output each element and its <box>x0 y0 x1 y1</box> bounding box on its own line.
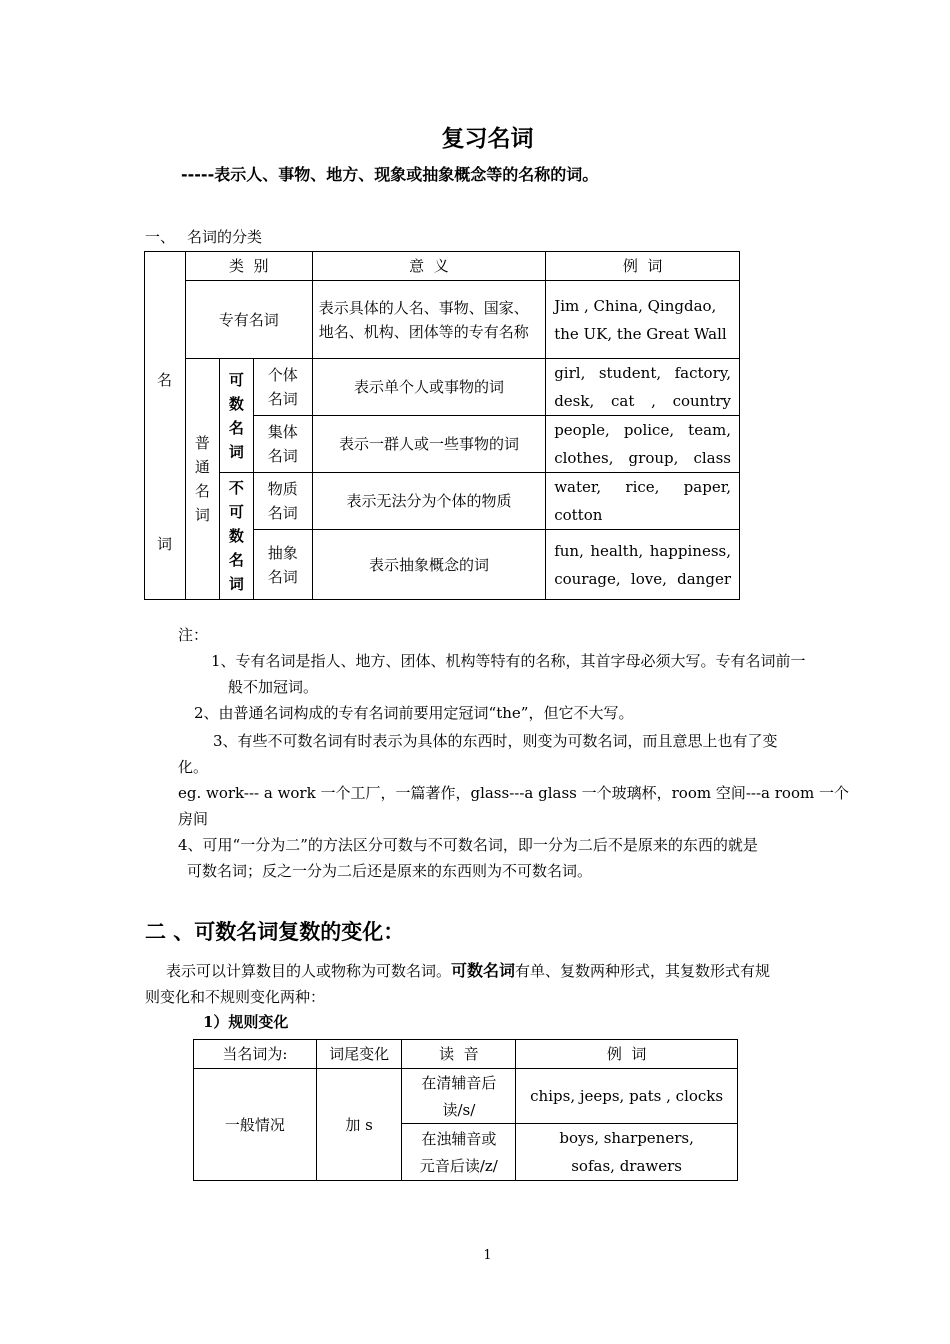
page-number: 1 <box>483 1248 492 1263</box>
proper-noun-examples: Jim , China, Qingdao, the UK, the Great Wall <box>546 281 740 359</box>
notes-label: 注： <box>178 626 209 644</box>
note-eg-line2: 房间 <box>178 810 209 828</box>
note-2: 2、由普通名词构成的专有名词前要用定冠词“the”，但它不大写。 <box>194 704 634 722</box>
t2-examples-voiced: boys, sharpeners, sofas, drawers <box>516 1124 738 1181</box>
t2-case-general: 一般情况 <box>194 1069 317 1181</box>
t2-header-change: 词尾变化 <box>316 1040 402 1069</box>
sub-collective: 集体 名词 <box>253 416 312 473</box>
t2-change-add-s: 加 s <box>316 1069 402 1181</box>
page-subtitle: -----表示人、事物、地方、现象或抽象概念等的名称的词。 <box>181 165 599 184</box>
proper-noun-category: 专有名词 <box>185 281 312 359</box>
note-4-line2: 可数名词；反之一分为二后还是原来的东西则为不可数名词。 <box>187 862 593 880</box>
meaning-individual: 表示单个人或事物的词 <box>312 359 546 416</box>
note-eg-line1: eg. work--- a work 一个工厂，一篇著作，glass---a glass 一个玻璃杯，room 空间---a room 一个 <box>178 784 849 802</box>
section1-number: 一、 <box>145 228 176 246</box>
header-meaning: 意 义 <box>312 252 546 281</box>
section1-heading <box>145 226 262 247</box>
t2-examples-voiceless: chips, jeeps, pats , clocks <box>516 1069 738 1124</box>
noun-classification-table <box>144 251 740 600</box>
section2-intro-bold: 可数名词 <box>451 961 516 980</box>
meaning-collective: 表示一群人或一些事物的词 <box>312 416 546 473</box>
section1-label: 名词的分类 <box>187 228 263 246</box>
t2-header-case: 当名词为: <box>194 1040 317 1069</box>
side-label-top: 名 <box>157 370 173 389</box>
examples-material: water, rice, paper, cotton <box>546 473 740 530</box>
common-noun-label: 普 通 名 词 <box>185 359 219 600</box>
proper-noun-meaning: 表示具体的人名、事物、国家、地名、机构、团体等的专有名称 <box>312 281 546 359</box>
note-4-line1: 4、可用“一分为二”的方法区分可数与不可数名词，即一分为二后不是原来的东西的就是 <box>178 836 758 854</box>
examples-collective: people, police, team, clothes, group, class <box>546 416 740 473</box>
regular-change-heading: 1）规则变化 <box>203 1013 289 1031</box>
side-label-cell <box>145 252 186 600</box>
note-1-line1: 1、专有名词是指人、地方、团体、机构等特有的名称，其首字母必须大写。专有名词前一 <box>211 652 806 670</box>
page-title: 复习名词 <box>441 126 534 152</box>
note-1-line2: 般不加冠词。 <box>228 678 319 696</box>
countable-label: 可 数 名 词 <box>219 359 253 473</box>
meaning-abstract: 表示抽象概念的词 <box>312 530 546 600</box>
t2-sound-voiceless: 在清辅音后 读/s/ <box>402 1069 516 1124</box>
sub-abstract: 抽象 名词 <box>253 530 312 600</box>
t2-header-sound: 读 音 <box>402 1040 516 1069</box>
sub-material: 物质 名词 <box>253 473 312 530</box>
section2-intro-line1: 表示可以计算数目的人或物称为可数名词。可数名词有单、复数两种形式，其复数形式有规 <box>166 961 771 980</box>
examples-abstract: fun, health, happiness, courage, love, danger <box>546 530 740 600</box>
t2-sound-voiced: 在浊辅音或 元音后读/z/ <box>402 1124 516 1181</box>
section2-heading: 二 、可数名词复数的变化： <box>145 920 405 944</box>
header-category: 类 别 <box>185 252 312 281</box>
note-3-line2: 化。 <box>178 758 209 776</box>
section2-intro-line2: 则变化和不规则变化两种： <box>145 988 326 1006</box>
uncountable-label: 不 可 数 名 词 <box>219 473 253 600</box>
plural-rules-table <box>193 1039 738 1181</box>
t2-header-examples: 例 词 <box>516 1040 738 1069</box>
header-examples: 例 词 <box>546 252 740 281</box>
meaning-material: 表示无法分为个体的物质 <box>312 473 546 530</box>
note-3-line1: 3、有些不可数名词有时表示为具体的东西时，则变为可数名词，而且意思上也有了变 <box>213 732 778 750</box>
sub-individual: 个体 名词 <box>253 359 312 416</box>
examples-individual: girl, student, factory, desk, cat , country <box>546 359 740 416</box>
side-label-bottom: 词 <box>157 534 173 553</box>
